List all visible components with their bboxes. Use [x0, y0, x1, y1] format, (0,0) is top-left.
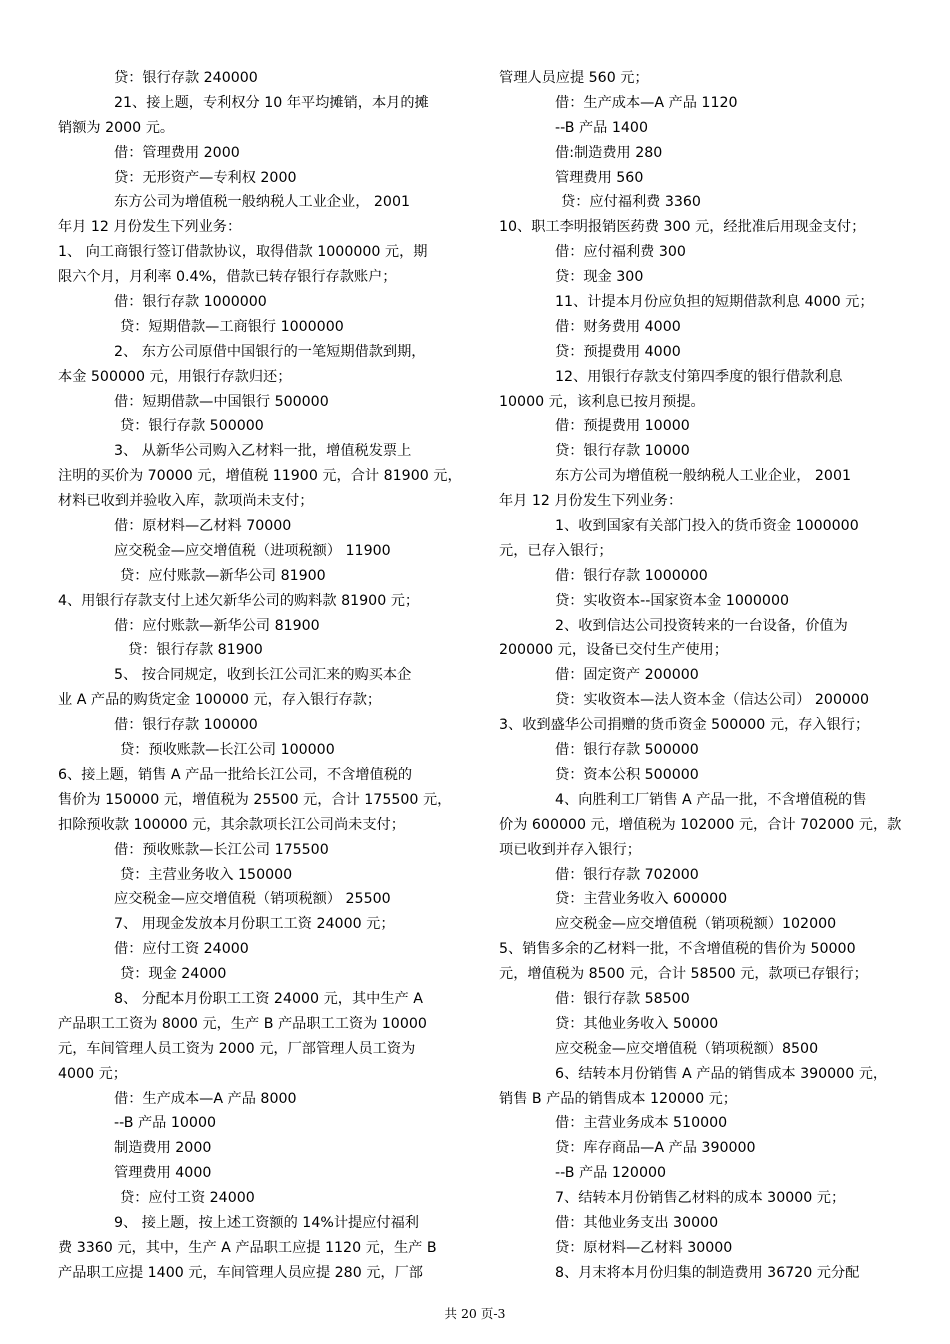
text-line: 借：应付福利费 300 [555, 244, 686, 261]
text-line: 贷：银行存款 240000 [114, 70, 258, 86]
text-line: 200000 元，设备已交付生产使用； [499, 642, 728, 659]
text-line: 借：银行存款 1000000 [114, 294, 267, 311]
text-line: 贷：预收账款—长江公司 100000 [120, 742, 335, 759]
text-line: 1、 向工商银行签订借款协议，取得借款 1000000 元，期 [58, 244, 428, 261]
text-line: 6、结转本月份销售 A 产品的销售成本 390000 元， [555, 1065, 888, 1082]
text-line: 扣除预收款 100000 元，其余款项长江公司尚未支付； [58, 816, 405, 833]
text-line: 本金 500000 元，用银行存款归还； [58, 368, 292, 385]
text-line: 借:制造费用 280 [555, 144, 663, 161]
text-line: 4、向胜利工厂销售 A 产品一批，不含增值税的售 [555, 791, 867, 808]
text-line: 借：银行存款 1000000 [555, 567, 708, 584]
text-line: 东方公司为增值税一般纳税人工业企业， 2001 [114, 194, 410, 211]
text-line: 借：应付工资 24000 [114, 941, 249, 958]
text-line: 9、 接上题，按上述工资额的 14%计提应付福利 [114, 1214, 419, 1231]
text-line: 贷：主营业务收入 600000 [555, 891, 728, 908]
text-line: 贷：应付工资 24000 [120, 1190, 255, 1207]
text-line: 借：财务费用 4000 [555, 318, 681, 335]
text-line: 借：银行存款 500000 [555, 742, 699, 759]
text-line: 东方公司为增值税一般纳税人工业企业， 2001 [555, 468, 851, 485]
text-line: 贷：主营业务收入 150000 [120, 866, 293, 883]
text-line: 贷：资本公积 500000 [555, 766, 699, 783]
text-line: 管理费用 560 [555, 169, 644, 186]
text-line: 业 A 产品的购货定金 100000 元，存入银行存款； [58, 692, 382, 709]
text-line: 2、收到信达公司投资转来的一台设备，价值为 [555, 617, 848, 634]
text-line: 借：银行存款 702000 [555, 866, 699, 883]
text-line: 注明的买价为 70000 元，增值税 11900 元，合计 81900 元， [58, 468, 462, 485]
text-line: 应交税金—应交增值税（进项税额） 11900 [114, 542, 391, 559]
text-line: 借：生产成本—A 产品 1120 [555, 94, 738, 111]
text-line: 借：预收账款—长江公司 175500 [114, 841, 329, 858]
text-line: 贷：现金 24000 [120, 966, 227, 983]
text-line: 项已收到并存入银行； [499, 841, 641, 858]
right-text-column [499, 66, 919, 1286]
text-line: 贷：短期借款—工商银行 1000000 [120, 318, 344, 335]
text-line: 1、收到国家有关部门投入的货币资金 1000000 [555, 518, 859, 535]
text-line: 借：原材料—乙材料 70000 [114, 518, 292, 535]
text-line: 贷：实收资本--国家资本金 1000000 [555, 592, 789, 609]
text-line: 贷：其他业务收入 50000 [555, 1015, 719, 1032]
text-line: 贷：现金 300 [555, 269, 644, 286]
text-line: 2、 东方公司原借中国银行的一笔短期借款到期， [114, 343, 426, 360]
text-line: 7、 用现金发放本月份职工工资 24000 元； [114, 916, 395, 933]
text-line: 售价为 150000 元，增值税为 25500 元，合计 175500 元， [58, 791, 452, 808]
text-line: 借：生产成本—A 产品 8000 [114, 1090, 297, 1107]
text-line: 限六个月，月利率 0.4%，借款已转存银行存款账户； [58, 269, 397, 286]
text-line: 21、接上题，专利权分 10 年平均摊销，本月的摊 [114, 94, 429, 111]
text-line: 借：管理费用 2000 [114, 144, 240, 161]
text-line: 12、用银行存款支付第四季度的银行借款利息 [555, 368, 843, 385]
text-line: 销售 B 产品的销售成本 120000 元； [499, 1090, 737, 1107]
text-line: 销额为 2000 元。 [58, 119, 175, 136]
text-line: 借：银行存款 58500 [555, 990, 690, 1007]
page-footer: 共 20 页-3 [444, 1306, 506, 1321]
text-line: 贷：银行存款 500000 [120, 418, 264, 435]
text-line: 11、计提本月份应负担的短期借款利息 4000 元； [555, 294, 874, 311]
text-line: 4、用银行存款支付上述欠新华公司的购料款 81900 元； [58, 592, 420, 609]
text-line: --B 产品 1400 [555, 119, 648, 136]
text-line: 8、月末将本月份归集的制造费用 36720 元分配 [555, 1264, 860, 1281]
text-line: 贷：应付账款—新华公司 81900 [120, 567, 326, 584]
text-line: 5、销售多余的乙材料一批，不含增值税的售价为 50000 [499, 941, 856, 958]
text-line: 元，已存入银行； [499, 542, 613, 559]
text-line: 5、 按合同规定，收到长江公司汇来的购买本企 [114, 667, 412, 684]
text-line: 管理人员应提 560 元； [499, 70, 649, 86]
text-line: --B 产品 10000 [114, 1115, 216, 1132]
text-line: 元，车间管理人员工资为 2000 元，厂部管理人员工资为 [58, 1040, 416, 1057]
text-line: 3、收到盛华公司捐赠的货币资金 500000 元，存入银行； [499, 717, 870, 734]
text-line: 贷：应付福利费 3360 [561, 194, 701, 211]
text-line: 7、结转本月份销售乙材料的成本 30000 元； [555, 1190, 846, 1207]
text-line: 应交税金—应交增值税（销项税额）102000 [555, 916, 837, 933]
text-line: 费 3360 元，其中，生产 A 产品职工应提 1120 元，生产 B [58, 1239, 437, 1256]
text-line: --B 产品 120000 [555, 1165, 667, 1182]
text-line: 4000 元； [58, 1065, 127, 1082]
text-line: 年月 12 月份发生下列业务： [58, 219, 242, 236]
text-line: 制造费用 2000 [114, 1140, 212, 1157]
text-line: 借：应付账款—新华公司 81900 [114, 617, 320, 634]
text-line: 材料已收到并验收入库，款项尚未支付； [58, 493, 314, 510]
text-line: 贷：预提费用 4000 [555, 343, 681, 360]
text-line: 贷：银行存款 81900 [128, 642, 263, 659]
text-line: 贷：无形资产—专利权 2000 [114, 169, 297, 186]
left-text-column [58, 66, 478, 1286]
text-line: 借：预提费用 10000 [555, 418, 690, 435]
text-line: 贷：实收资本—法人资本金（信达公司） 200000 [555, 692, 870, 709]
text-line: 贷：库存商品—A 产品 390000 [555, 1140, 756, 1157]
text-line: 应交税金—应交增值税（销项税额）8500 [555, 1040, 819, 1057]
text-line: 3、 从新华公司购入乙材料一批，增值税发票上 [114, 443, 412, 460]
text-line: 管理费用 4000 [114, 1165, 212, 1182]
text-line: 应交税金—应交增值税（销项税额） 25500 [114, 891, 391, 908]
text-line: 10000 元，该利息已按月预提。 [499, 393, 705, 410]
text-line: 元，增值税为 8500 元，合计 58500 元，款项已存银行； [499, 966, 868, 983]
text-line: 贷：原材料—乙材料 30000 [555, 1239, 733, 1256]
text-line: 6、接上题，销售 A 产品一批给长江公司，不含增值税的 [58, 766, 413, 783]
text-line: 贷：银行存款 10000 [555, 443, 690, 460]
text-line: 借：短期借款—中国银行 500000 [114, 393, 329, 410]
text-line: 借：主营业务成本 510000 [555, 1115, 728, 1132]
text-line: 借：固定资产 200000 [555, 667, 699, 684]
text-line: 借：银行存款 100000 [114, 717, 258, 734]
text-line: 借：其他业务支出 30000 [555, 1214, 719, 1231]
text-line: 10、职工李明报销医药费 300 元，经批准后用现金支付； [499, 219, 866, 236]
text-line: 价为 600000 元，增值税为 102000 元，合计 702000 元，款 [499, 816, 902, 833]
text-line: 产品职工应提 1400 元，车间管理人员应提 280 元，厂部 [58, 1264, 423, 1281]
text-line: 产品职工工资为 8000 元，生产 B 产品职工工资为 10000 [58, 1015, 427, 1032]
text-line: 8、 分配本月份职工工资 24000 元，其中生产 A [114, 990, 423, 1007]
text-line: 年月 12 月份发生下列业务： [499, 493, 683, 510]
